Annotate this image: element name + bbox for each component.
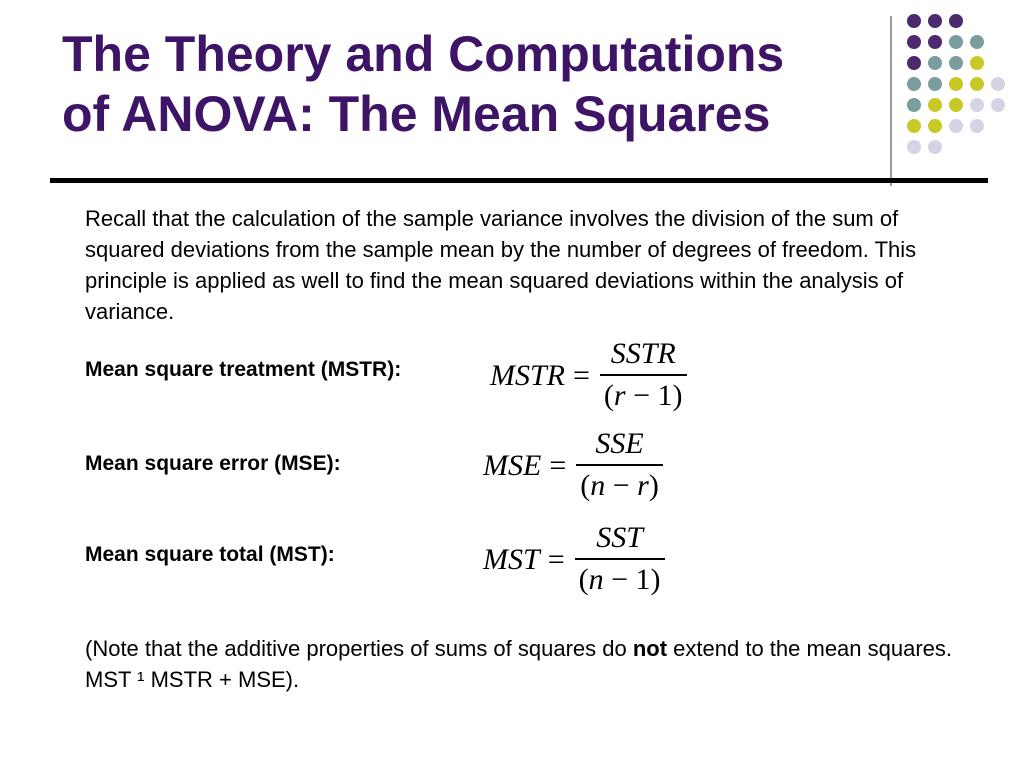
decor-dot [949, 98, 963, 112]
decor-dot [991, 98, 1005, 112]
mstr-fraction [600, 336, 687, 416]
title-underline [50, 178, 988, 183]
mstr-denominator [600, 376, 687, 416]
mse-den-close: ) [648, 468, 659, 502]
mstr-label: Mean square treatment (MSTR): [85, 358, 402, 381]
mse-label: Mean square error (MSE): [85, 452, 341, 475]
mstr-formula [490, 336, 687, 416]
mse-den-open: ( [580, 468, 591, 502]
mse-den-var: n [590, 468, 606, 502]
mse-den-val: r [637, 468, 649, 502]
decor-dot [949, 119, 963, 133]
decor-dot [907, 56, 921, 70]
mse-formula-lhs: MSE [483, 448, 542, 482]
mse-fraction [576, 426, 663, 506]
decor-dot [928, 56, 942, 70]
decor-dot [907, 77, 921, 91]
mstr-den-op: − [625, 378, 658, 412]
mstr-den-open: ( [603, 378, 614, 412]
mse-formula-equals: = [549, 448, 567, 482]
decor-dot [949, 56, 963, 70]
slide-title-line-1: The Theory and Computations [62, 26, 785, 82]
decor-dot [970, 77, 984, 91]
decor-dot [970, 56, 984, 70]
decor-dot [928, 119, 942, 133]
mse-numerator: SSE [595, 427, 644, 460]
mst-den-op: − [603, 562, 636, 596]
mstr-formula-equals: = [573, 358, 590, 392]
decor-dot [949, 14, 963, 28]
decor-dot [949, 35, 963, 49]
mstr-den-close: ) [672, 378, 683, 412]
mse-den-op: − [605, 468, 638, 502]
mst-formula [483, 520, 665, 600]
slide-title-line-2: of ANOVA: The Mean Squares [62, 86, 771, 142]
decor-dot [928, 14, 942, 28]
mstr-numerator: SSTR [610, 337, 676, 370]
note-paragraph [85, 633, 965, 695]
decor-dot [907, 35, 921, 49]
vertical-divider [890, 16, 892, 186]
note-emphasis: not [632, 636, 668, 661]
note-text-after: extend to the mean squares. MST ¹ MSTR + MSE). [85, 636, 953, 692]
decor-dot [970, 35, 984, 49]
mst-label: Mean square total (MST): [85, 543, 335, 566]
slide-title [62, 24, 882, 144]
decor-dot [928, 77, 942, 91]
decor-dot [907, 14, 921, 28]
decor-dot [907, 119, 921, 133]
decor-dot [949, 77, 963, 91]
decor-dot [928, 98, 942, 112]
note-text-before: (Note that the additive properties of sums of squares do [85, 636, 633, 661]
mst-denominator [575, 560, 665, 600]
mstr-den-var: r [613, 378, 626, 412]
mst-den-close: ) [650, 562, 661, 596]
mst-fraction [575, 520, 665, 600]
mst-den-var: n [588, 562, 604, 596]
intro-paragraph: Recall that the calculation of the sample variance involves the division of the sum of squared deviations from the sample mean by the number of degrees of freedom. This principle is applied as well to find the mean squared deviations within the analysis of variance. [85, 206, 917, 324]
decorative-dot-grid [907, 14, 1007, 164]
decor-dot [970, 98, 984, 112]
decor-dot [907, 140, 921, 154]
mstr-den-val: 1 [657, 378, 673, 412]
mst-formula-lhs: MST [483, 542, 540, 576]
decor-dot [928, 35, 942, 49]
mst-den-val: 1 [635, 562, 651, 596]
mst-numerator: SST [596, 521, 643, 554]
decor-dot [907, 98, 921, 112]
decor-dot [928, 140, 942, 154]
mstr-formula-lhs: MSTR [490, 358, 565, 392]
mst-formula-equals: = [547, 542, 565, 576]
decor-dot [991, 77, 1005, 91]
mse-denominator [576, 466, 663, 506]
mse-formula [483, 426, 663, 506]
decor-dot [970, 119, 984, 133]
mst-den-open: ( [578, 562, 589, 596]
